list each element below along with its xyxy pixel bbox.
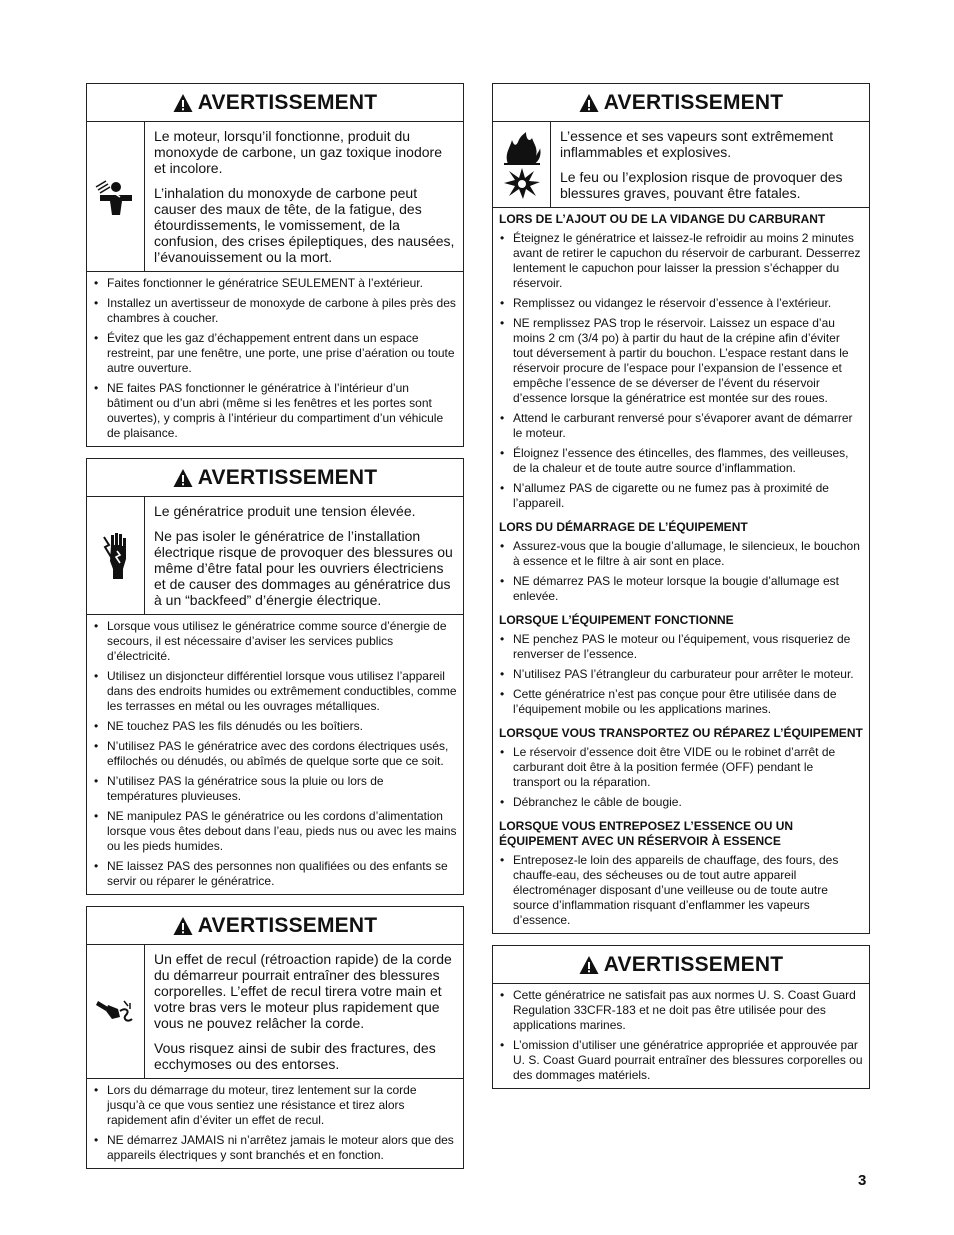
- section-heading: LORS DE L’AJOUT OU DE LA VIDANGE DU CARBURANT: [499, 212, 826, 226]
- hazard-description: [551, 122, 869, 207]
- hazard-row: [493, 122, 869, 208]
- warning-header: [87, 84, 463, 122]
- warning-title: AVERTISSEMENT: [197, 913, 378, 937]
- list-item: • Lors du démarrage du moteur, tirez lentement sur la corde jusqu’à ce que vous sentiez une résistance et tirez alors rapidement afin d’éviter un effet de recul.: [93, 1083, 457, 1128]
- hazard-description: [145, 497, 463, 614]
- explosion-icon: [502, 166, 542, 200]
- hazard-text: Ne pas isoler le génératrice de l’installation électrique risque de provoquer des blessures ou même d’être fatal pour les ouvriers électriciens et de causer des dommages au génératrice dus à un “backfeed” d’énergie électrique.: [154, 528, 453, 608]
- precaution-list: [493, 227, 869, 516]
- warning-box-marine: [492, 945, 870, 1089]
- list-item: • Lorsque vous utilisez le génératrice comme source d’énergie de secours, il est nécessaire d’aviser les services publics d’électricité.: [93, 619, 457, 664]
- list-item: • Attend le carburant renversé pour s’évaporer avant de démarrer le moteur.: [499, 411, 863, 441]
- electric-shock-icon: [101, 531, 131, 581]
- left-column: [86, 83, 464, 1180]
- precaution-list: [493, 984, 869, 1088]
- precaution-list: [87, 1079, 463, 1168]
- list-item: • Éteignez le génératrice et laissez-le refroidir au moins 2 minutes avant de retirer le capuchon du réservoir de carburant. Desserrez lentement le capuchon pour laisser la pression s’échapper du réservoir.: [499, 231, 863, 291]
- precaution-list: [493, 535, 869, 609]
- warning-box-fire-explosion: [492, 83, 870, 934]
- list-item: • N’utilisez PAS la génératrice sous la pluie ou lors de températures pluvieuses.: [93, 774, 457, 804]
- warning-header: [87, 459, 463, 497]
- section-heading: LORSQUE L’ÉQUIPEMENT FONCTIONNE: [499, 613, 734, 627]
- hazard-text: Le génératrice produit une tension élevée.: [154, 503, 416, 519]
- list-item: • N’allumez PAS de cigarette ou ne fumez pas à proximité de l’appareil.: [499, 481, 863, 511]
- warning-triangle-icon: [173, 916, 193, 936]
- list-item: • Installez un avertisseur de monoxyde de carbone à piles près des chambres à coucher.: [93, 296, 457, 326]
- warning-triangle-icon: [579, 955, 599, 975]
- hazard-text: Vous risquez ainsi de subir des fractures, des ecchymoses ou des entorses.: [154, 1040, 436, 1072]
- warning-header: [493, 946, 869, 984]
- warning-triangle-icon: [579, 93, 599, 113]
- hazard-row: [87, 122, 463, 272]
- list-item: • NE penchez PAS le moteur ou l’équipement, vous risqueriez de renverser de l’essence.: [499, 632, 863, 662]
- list-item: • Le réservoir d’essence doit être VIDE ou le robinet d’arrêt de carburant doit être à la position fermée (OFF) pendant le transport ou la réparation.: [499, 745, 863, 790]
- warning-title: AVERTISSEMENT: [197, 465, 378, 489]
- warning-title: AVERTISSEMENT: [603, 90, 784, 114]
- list-item: • N’utilisez PAS le génératrice avec des cordons électriques usés, effilochés ou dénudés, ou abîmés de quelque sorte que ce soit.: [93, 739, 457, 769]
- list-item: • L’omission d’utiliser une génératrice appropriée et approuvée par U. S. Coast Guard pourrait entraîner des blessures corporelles ou des dommages matériels.: [499, 1038, 863, 1083]
- hazard-description: [145, 122, 463, 271]
- warning-triangle-icon: [173, 93, 193, 113]
- hazard-row: [87, 945, 463, 1079]
- list-item: • Assurez-vous que la bougie d’allumage, le silencieux, le bouchon à essence et le filtre à air sont en place.: [499, 539, 863, 569]
- section-heading: LORSQUE VOUS ENTREPOSEZ L’ESSENCE OU UN ÉQUIPEMENT AVEC UN RÉSERVOIR À ESSENCE: [499, 819, 794, 848]
- precaution-list: [87, 615, 463, 894]
- hazard-text: Un effet de recul (rétroaction rapide) de la corde du démarreur pourrait entraîner des blessures corporelles. L’effet de recul tirera votre main et votre bras vers le moteur plus rapidement que vous ne pouvez relâcher la corde.: [154, 951, 452, 1031]
- list-item: • Éloignez l’essence des étincelles, des flammes, des veilleuses, de la chaleur et de toute autre source d’inflammation.: [499, 446, 863, 476]
- list-item: • Entreposez-le loin des appareils de chauffage, des fours, des chauffe-eau, des sécheuses ou de tout autre appareil électroménager disposant d’une veilleuse ou de toute autre source d’inflammation risquant d’enflammer les vapeurs d’essence.: [499, 853, 863, 928]
- section-heading: LORS DU DÉMARRAGE DE L’ÉQUIPEMENT: [499, 520, 748, 534]
- warning-header: [493, 84, 869, 122]
- warning-triangle-icon: [173, 468, 193, 488]
- kickback-icon: [96, 997, 136, 1027]
- warning-box-electric-shock: [86, 458, 464, 895]
- list-item: • NE faites PAS fonctionner le génératrice à l’intérieur d’un bâtiment ou d’un abri (même si les fenêtres et les portes sont ouvertes), y compris à l’intérieur du compartiment d’un véhicule de plaisance.: [93, 381, 457, 441]
- precaution-list: [493, 741, 869, 815]
- right-column: [492, 83, 870, 1100]
- warning-title: AVERTISSEMENT: [197, 90, 378, 114]
- hazard-description: [145, 945, 463, 1078]
- list-item: • NE remplissez PAS trop le réservoir. Laissez un espace d’au moins 2 cm (3/4 po) à partir du haut de la crépine afin d’éviter tout déversement à partir du bouchon. L’espace restant dans le réservoir procure de l’espace pour l’expansion de l’essence et empêche l’essence de se déverser de l’évent du réservoir d’essence lorsque la génératrice est montée sur des roues.: [499, 316, 863, 406]
- list-item: • Utilisez un disjoncteur différentiel lorsque vous utilisez l’appareil dans des endroits humides ou extrêmement conductibles, comme les terrasses en métal ou les ouvrages métalliques.: [93, 669, 457, 714]
- list-item: • NE démarrez JAMAIS ni n’arrêtez jamais le moteur alors que des appareils électriques y sont branchés et en fonction.: [93, 1133, 457, 1163]
- warning-title: AVERTISSEMENT: [603, 952, 784, 976]
- hazard-text: Le feu ou l’explosion risque de provoquer des blessures graves, pouvant être fatales.: [560, 169, 843, 201]
- precaution-list: [87, 272, 463, 446]
- list-item: • Faites fonctionner le génératrice SEULEMENT à l’extérieur.: [93, 276, 457, 291]
- list-item: • NE démarrez PAS le moteur lorsque la bougie d’allumage est enlevée.: [499, 574, 863, 604]
- precaution-list: [493, 849, 869, 933]
- list-item: • Cette génératrice n’est pas conçue pour être utilisée dans de l’équipement mobile ou les applications marines.: [499, 687, 863, 717]
- list-item: • NE touchez PAS les fils dénudés ou les boîtiers.: [93, 719, 457, 734]
- list-item: • Remplissez ou vidangez le réservoir d’essence à l’extérieur.: [499, 296, 863, 311]
- list-item: • Évitez que les gaz d’échappement entrent dans un espace restreint, par une fenêtre, une porte, une prise d’aération ou toute autre ouverture.: [93, 331, 457, 376]
- icon-cell: [87, 497, 145, 614]
- warning-box-carbon-monoxide: [86, 83, 464, 447]
- hazard-text: L’essence et ses vapeurs sont extrêmement inflammables et explosives.: [560, 128, 834, 160]
- list-item: • NE manipulez PAS le génératrice ou les cordons d’alimentation lorsque vous êtes debout dans l’eau, pieds nus ou avec les mains ou les pieds humides.: [93, 809, 457, 854]
- list-item: • Débranchez le câble de bougie.: [499, 795, 863, 810]
- list-item: • N’utilisez PAS l’étrangleur du carburateur pour arrêter le moteur.: [499, 667, 863, 682]
- warning-header: [87, 907, 463, 945]
- icon-cell: [87, 945, 145, 1078]
- icon-cell: [493, 122, 551, 207]
- page-number: 3: [858, 1172, 867, 1189]
- list-item: • NE laissez PAS des personnes non qualifiées ou des enfants se servir ou réparer le génératrice.: [93, 859, 457, 889]
- warning-box-kickback: [86, 906, 464, 1169]
- hazard-row: [87, 497, 463, 615]
- fire-icon: [502, 130, 542, 166]
- list-item: • Cette génératrice ne satisfait pas aux normes U. S. Coast Guard Regulation 33CFR-183 et ne doit pas être utilisée pour des applications marines.: [499, 988, 863, 1033]
- icon-cell: [87, 122, 145, 271]
- co-hazard-icon: [94, 177, 138, 217]
- hazard-text: Le moteur, lorsqu’il fonctionne, produit du monoxyde de carbone, un gaz toxique inodore et incolore.: [154, 128, 442, 176]
- hazard-text: L’inhalation du monoxyde de carbone peut causer des maux de tête, de la fatigue, des étourdissements, le vomissement, de la confusion, des crises épileptiques, des nausées, l’évanouissement ou la mort.: [154, 185, 455, 265]
- precaution-list: [493, 628, 869, 722]
- section-heading: LORSQUE VOUS TRANSPORTEZ OU RÉPAREZ L’ÉQUIPEMENT: [499, 726, 863, 740]
